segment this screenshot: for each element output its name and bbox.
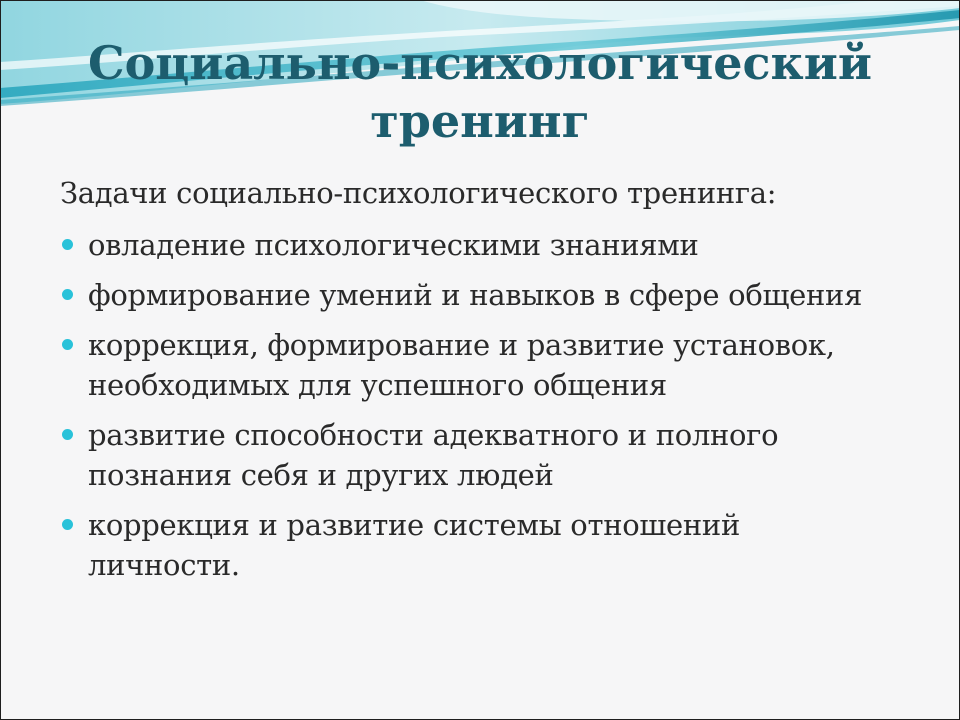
bullet-list	[60, 225, 930, 585]
bullet-text-line: познания себя и других людей	[88, 458, 554, 492]
bullet-text-line: развитие способности адекватного и полного	[88, 418, 779, 452]
bullet-dot-icon	[62, 519, 73, 530]
bullet-text-line: коррекция, формирование и развитие установок,	[88, 328, 835, 362]
bullet-text-line: овладение психологическими знаниями	[88, 228, 699, 262]
slide-title	[0, 34, 960, 150]
bullet-item	[60, 415, 930, 495]
bullet-dot-icon	[62, 429, 73, 440]
bullet-item	[60, 325, 930, 405]
slide-body	[60, 173, 930, 595]
bullet-item	[60, 275, 930, 315]
bullet-dot-icon	[62, 239, 73, 250]
bullet-text-line: коррекция и развитие системы отношений	[88, 508, 740, 542]
slide-title-line-1: Социально-психологический	[87, 36, 873, 90]
bullet-item	[60, 225, 930, 265]
bullet-dot-icon	[62, 289, 73, 300]
slide-title-line-2: тренинг	[370, 94, 590, 148]
bullet-dot-icon	[62, 339, 73, 350]
bullet-text-line: формирование умений и навыков в сфере общения	[88, 278, 863, 312]
intro-text: Задачи социально-психологического тренинга:	[60, 176, 777, 210]
bullet-item	[60, 505, 930, 585]
bullet-text-line: необходимых для успешного общения	[88, 368, 667, 402]
bullet-text-line: личности.	[88, 548, 240, 582]
